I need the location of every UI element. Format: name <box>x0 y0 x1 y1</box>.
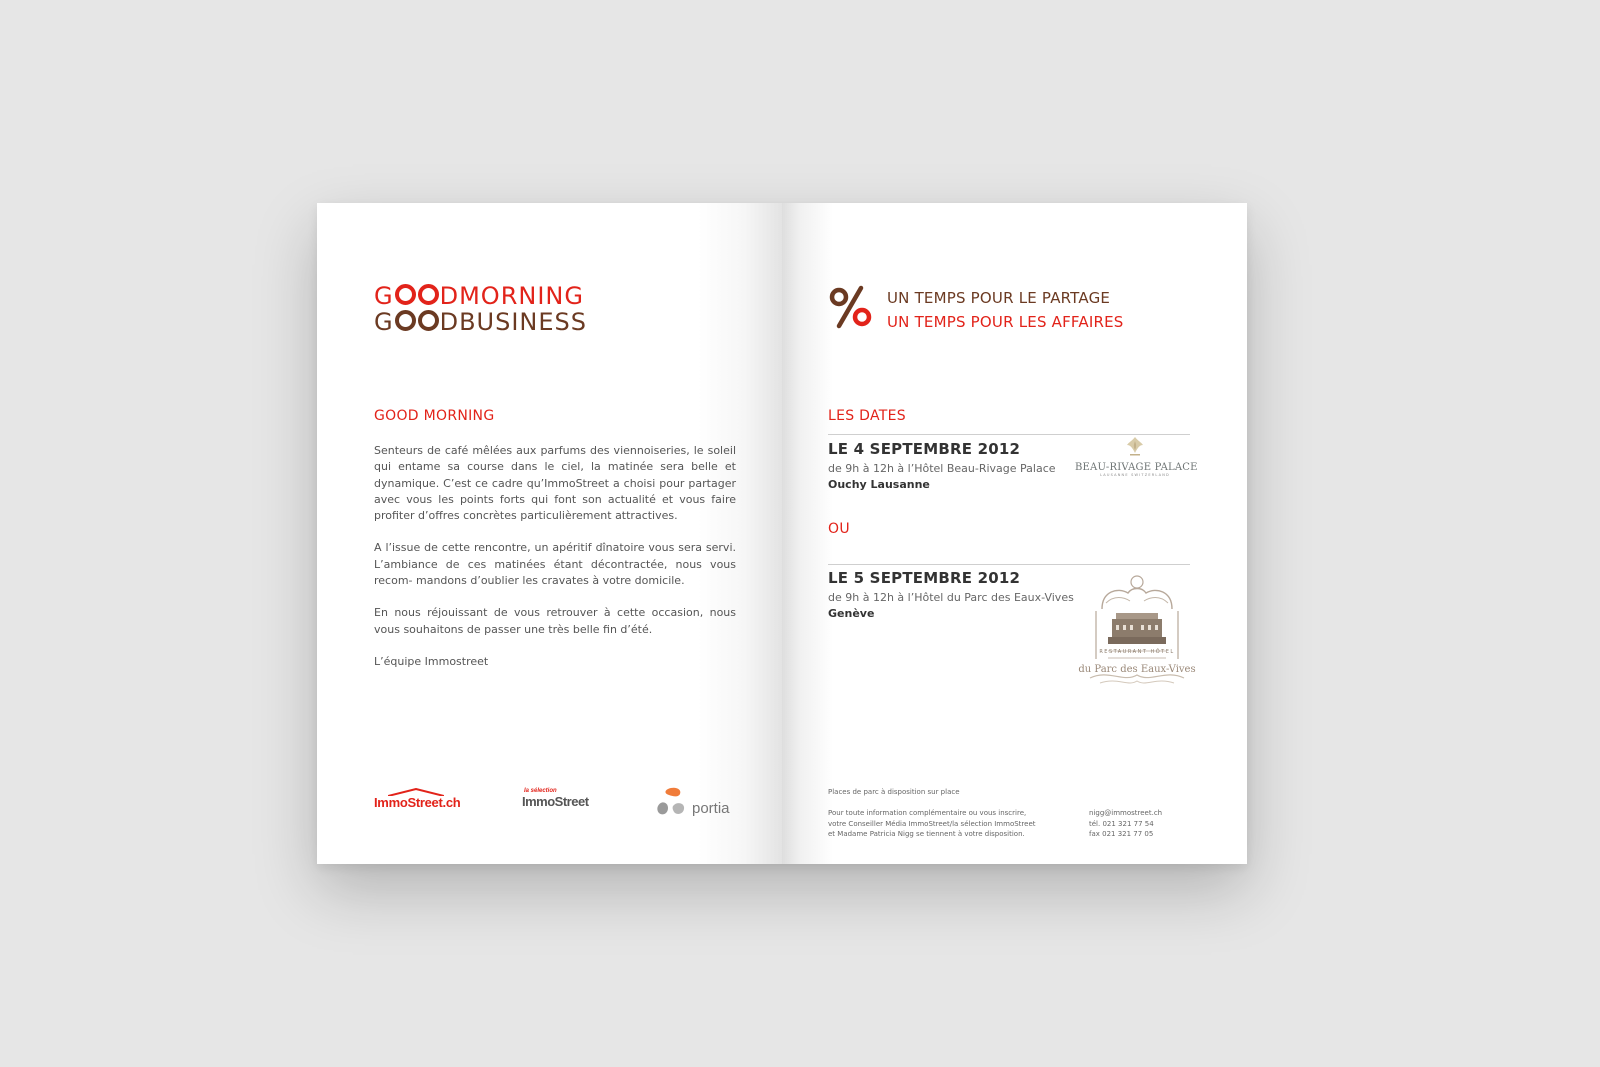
selection-logo-small-text: la sélection <box>524 788 557 794</box>
immostreet-logo-text: ImmoStreet.ch <box>374 795 461 810</box>
roof-icon <box>388 788 444 796</box>
event-2-detail: de 9h à 12h à l’Hôtel du Parc des Eaux-Vives <box>828 591 1074 604</box>
portia-logo-text: portia <box>692 800 730 817</box>
event-1-detail: de 9h à 12h à l’Hôtel Beau-Rivage Palace <box>828 462 1056 475</box>
logo-ring-icon <box>395 310 416 331</box>
or-label: OU <box>828 521 850 537</box>
logo-letter-g: G <box>374 308 394 336</box>
paragraph: A l’issue de cette rencontre, un apéritif dînatoire vous sera servi. L’ambiance de ces matinées étant décontractée, nous vous recom- mandons d’oublier les cravates à votre domicile. <box>374 541 736 588</box>
logo-line-business <box>374 309 587 335</box>
divider <box>828 564 1190 565</box>
brochure-spread <box>317 203 1247 864</box>
portia-logo <box>655 786 735 826</box>
info-line: votre Conseiller Média ImmoStreet/la sélection ImmoStreet <box>828 819 1036 828</box>
contact-block <box>1089 808 1162 840</box>
immostreet-logo <box>374 795 460 835</box>
paragraph: En nous réjouissant de vous retrouver à cette occasion, nous vous souhaitons de passer une très belle fin d’été. <box>374 606 736 636</box>
intro-body-text <box>374 443 736 686</box>
info-line: Pour toute information complémentaire ou vous inscrire, <box>828 809 1027 817</box>
left-page <box>317 203 782 864</box>
section-heading-good-morning: GOOD MORNING <box>374 408 495 424</box>
tagline-partage: UN TEMPS POUR LE PARTAGE <box>887 289 1111 307</box>
logo-letter-g: G <box>374 282 394 310</box>
logo-line-morning <box>374 283 587 309</box>
beau-rivage-logo-subtext: LAUSANNE SWITZERLAND <box>1100 473 1170 477</box>
parc-logo-text: du Parc des Eaux-Vives <box>1078 664 1196 675</box>
parking-note <box>828 787 960 798</box>
goodmorning-goodbusiness-logo <box>374 283 587 335</box>
event-1-place: Ouchy Lausanne <box>828 478 930 491</box>
tagline-affaires: UN TEMPS POUR LES AFFAIRES <box>887 313 1124 331</box>
contact-fax: fax 021 321 77 05 <box>1089 830 1154 838</box>
logo-ring-icon <box>418 284 439 305</box>
event-2-title: LE 5 SEPTEMBRE 2012 <box>828 569 1021 587</box>
logo-word-morning: DMORNING <box>439 282 584 310</box>
right-page <box>782 203 1247 864</box>
parc-logo-subtext: RESTAURANT HÔTEL <box>1099 649 1175 655</box>
paragraph: Senteurs de café mêlées aux parfums des viennoiseries, le soleil qui entame sa course dans le ciel, la matinée sera belle et dynamique. C’est ce cadre qu’ImmoStreet a choisi pour partager avec vous les points forts qui font son actualité et vous faire profiter d’offres concrètes particulièrement attractives. <box>374 444 736 523</box>
logo-word-business: DBUSINESS <box>439 308 588 336</box>
contact-email[interactable]: nigg@immostreet.ch <box>1089 809 1163 817</box>
parking-note-text: Places de parc à disposition sur place <box>828 788 960 796</box>
logo-ring-icon <box>395 284 416 305</box>
beau-rivage-logo <box>1075 435 1198 477</box>
section-heading-dates: LES DATES <box>828 408 906 424</box>
event-1-title: LE 4 SEPTEMBRE 2012 <box>828 440 1021 458</box>
signature-line: L’équipe Immostreet <box>374 654 489 668</box>
logo-ring-icon <box>418 310 439 331</box>
beau-rivage-logo-text: BEAU-RIVAGE PALACE <box>1075 462 1198 473</box>
beau-rivage-crest-icon <box>1124 435 1146 457</box>
contact-phone: tél. 021 321 77 54 <box>1089 819 1154 828</box>
info-block <box>828 808 1036 840</box>
percent-cup-icon <box>828 284 872 330</box>
selection-logo-main-text: ImmoStreet <box>522 794 589 809</box>
selection-immostreet-logo <box>522 788 589 828</box>
info-line: et Madame Patricia Nigg se tiennent à votre disposition. <box>828 830 1025 838</box>
portia-mark-icon <box>655 786 691 820</box>
event-2-place: Genève <box>828 607 875 620</box>
